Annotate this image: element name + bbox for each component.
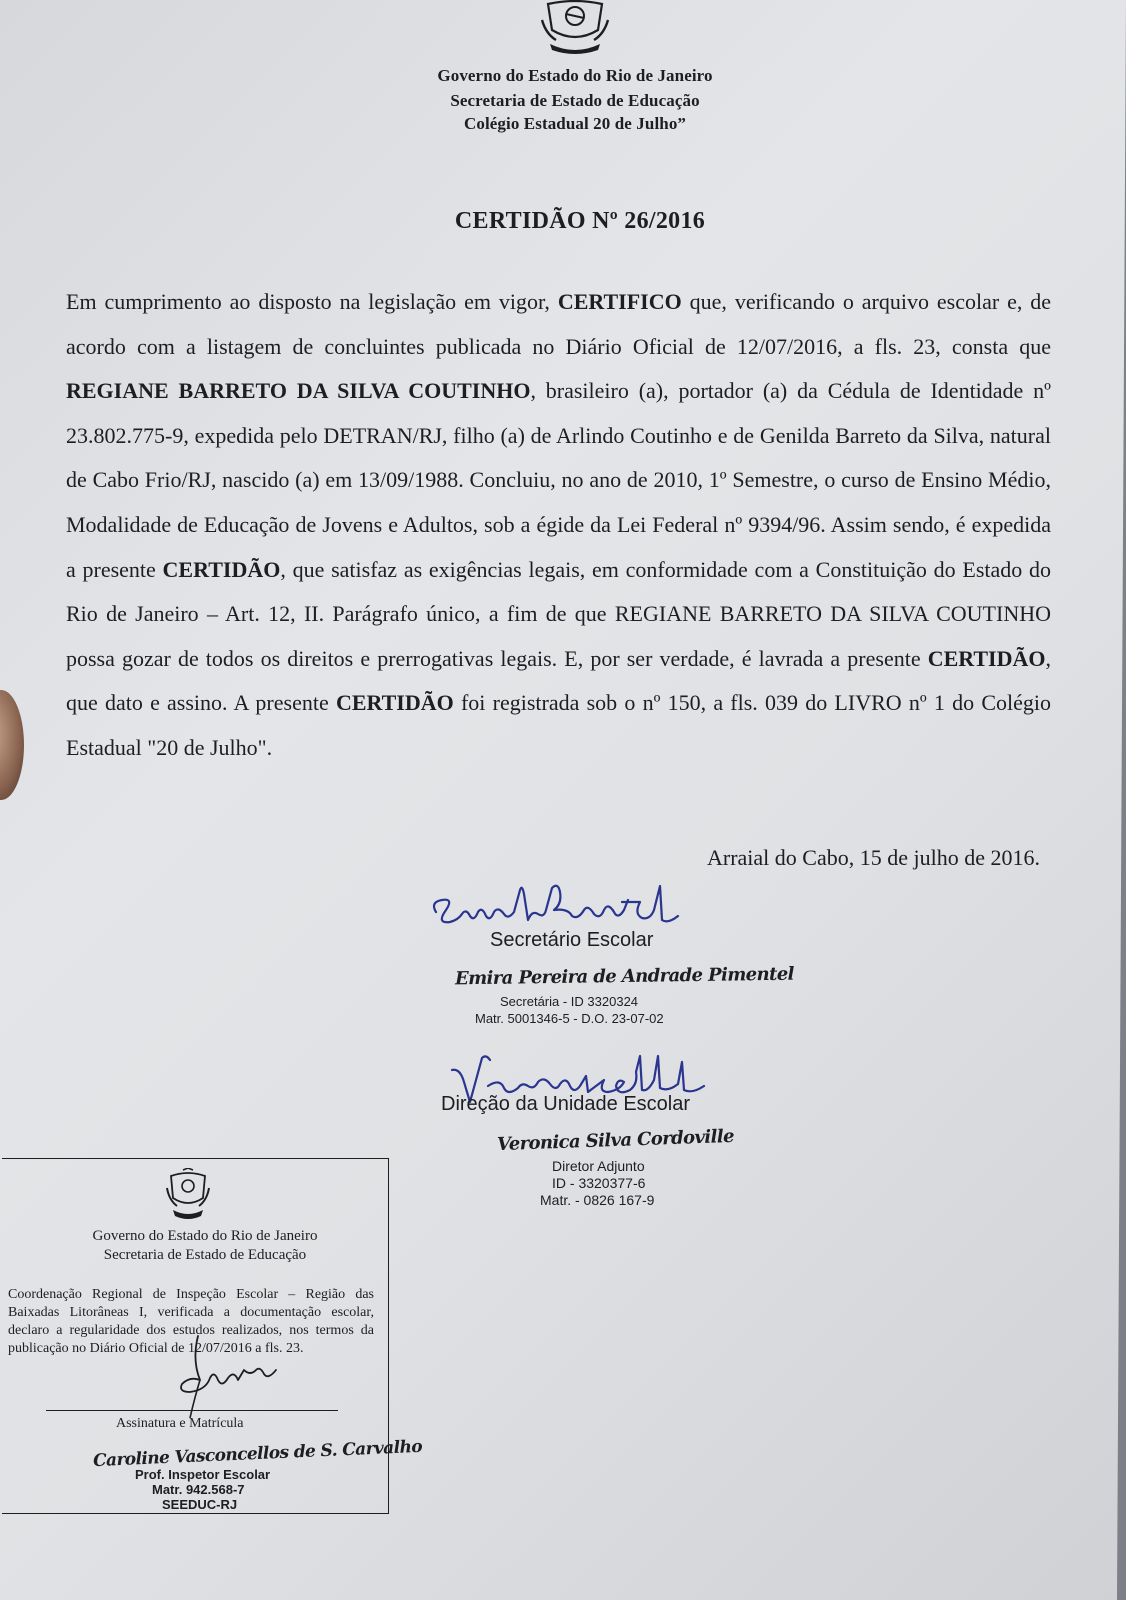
header-school: Colégio Estadual 20 de Julho” <box>463 114 687 133</box>
director-stamp-matr: Matr. - 0826 167-9 <box>540 1192 655 1208</box>
box-signature-label: Assinatura e Matrícula <box>116 1416 244 1431</box>
place-and-date: Arraial do Cabo, 15 de julho de 2016. <box>707 845 1040 870</box>
inspector-stamp-title: Prof. Inspetor Escolar <box>135 1467 271 1482</box>
header-secretariat: Secretaria de Estado de Educação <box>450 91 700 110</box>
director-stamp-id: ID - 3320377-6 <box>552 1175 646 1191</box>
inspector-signature-drawing <box>160 1330 290 1420</box>
body-bold-certidao-2: CERTIDÃO <box>927 645 1046 671</box>
certificate-body <box>66 280 1051 771</box>
body-text-4: , que satisfaz as exigências legais, em conformidade com a Constituição do Estado do Rio de Janeiro – Art. 12, II. Parágrafo único, a fim de que REGIANE BARRETO DA SILVA COUTINHO possa gozar de todos os direitos e prerrogativas legais. E, por ser verdade, é lavrada a presente <box>66 556 1052 671</box>
box-header-government: Governo do Estado do Rio de Janeiro <box>92 1228 318 1244</box>
director-role: Direção da Unidade Escolar <box>441 1093 691 1115</box>
inspector-stamp-name: Caroline Vasconcellos de S. Carvalho <box>92 1436 423 1472</box>
certificate-title: CERTIDÃO Nº 26/2016 <box>454 208 706 234</box>
box-declaration-text: Coordenação Regional de Inspeção Escolar – Região das Baixadas Litorâneas I, verificada a documentação escolar, declaro a regularidade dos estudos realizados, nos termos da publicação no Diário Oficial de 12/07/2016 a fls. 23. <box>8 1287 374 1356</box>
body-text-2: que, verificando o arquivo escolar e, de acordo com a listagem de concluintes publicada no Diário Oficial de 12/07/2016, a fls. 23, consta que <box>66 289 1052 359</box>
body-bold-certidao-3: CERTIDÃO <box>335 690 454 716</box>
small-coat-of-arms-icon <box>165 1168 211 1224</box>
body-bold-certifico: CERTIFICO <box>557 289 682 314</box>
director-stamp-title: Diretor Adjunto <box>552 1158 645 1174</box>
body-bold-certidao-1: CERTIDÃO <box>162 556 281 582</box>
director-stamp-name: Veronica Silva Cordoville <box>496 1125 735 1156</box>
secretary-stamp-name: Emira Pereira de Andrade Pimentel <box>454 963 795 990</box>
secretary-stamp-id: Secretária - ID 3320324 <box>500 994 639 1009</box>
coat-of-arms-icon <box>540 0 610 56</box>
box-signature-line <box>46 1410 338 1411</box>
body-text-5: , que dato e assino. A presente <box>66 645 1051 716</box>
secretary-role: Secretário Escolar <box>490 929 654 951</box>
box-header-secretariat: Secretaria de Estado de Educação <box>103 1247 307 1263</box>
inspector-stamp-matr: Matr. 942.568-7 <box>152 1482 245 1497</box>
header-government: Governo do Estado do Rio de Janeiro <box>437 66 713 85</box>
body-text-6: foi registrada sob o nº 150, a fls. 039 do LIVRO nº 1 do Colégio Estadual "20 de Julho". <box>66 690 1051 760</box>
body-bold-student-name: REGIANE BARRETO DA SILVA COUTINHO <box>66 378 531 404</box>
body-text-3: , brasileiro (a), portador (a) da Cédula de Identidade nº 23.802.775-9, expedida pelo DETRAN/RJ, filho (a) de Arlindo Coutinho e de Genilda Barreto da Silva, natural de Cabo Frio/RJ, nascido (a) em 13/09/1988. Concluiu, no ano de 2010, 1º Semestre, o curso de Ensino Médio, Modalidade de Educação de Jovens e Adultos, sob a égide da Lei Federal nº 9394/96. Assim sendo, é expedida a presente <box>66 378 1051 582</box>
secretary-stamp-matr: Matr. 5001346-5 - D.O. 23-07-02 <box>475 1011 664 1026</box>
body-text-1: Em cumprimento ao disposto na legislação em vigor, <box>66 289 558 314</box>
inspector-stamp-org: SEEDUC-RJ <box>162 1497 238 1512</box>
